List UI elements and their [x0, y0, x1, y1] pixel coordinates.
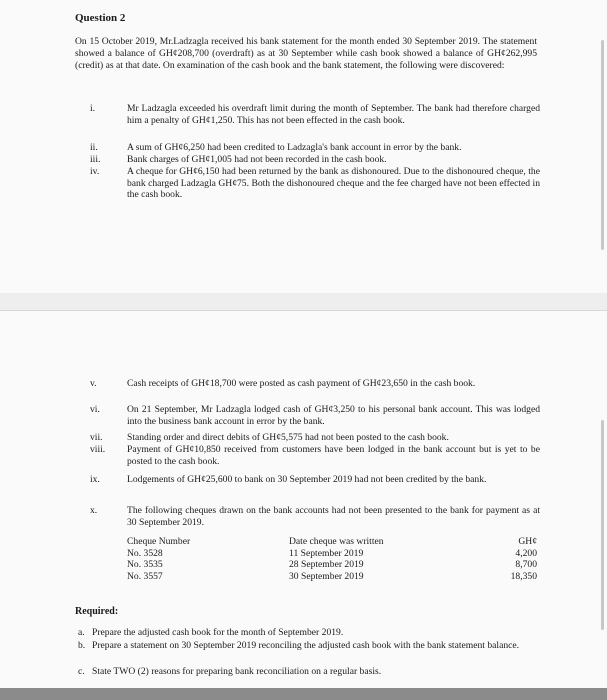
item-number: vi. — [90, 404, 100, 415]
table-cell: 30 September 2019 — [289, 570, 364, 582]
table-cell: 18,350 — [510, 570, 537, 582]
document-page-1 — [0, 0, 607, 294]
item-number: ii. — [90, 142, 98, 153]
table-cell: 8,700 — [515, 559, 537, 570]
item-text: Payment of GH¢10,850 received from customers have been lodged in the bank account but is yet to be posted to the cash book. — [127, 444, 540, 467]
table-row — [127, 559, 537, 571]
table-cell: No. 3535 — [127, 559, 163, 570]
item-text: Cash receipts of GH¢18,700 were posted as cash payment of GH¢23,650 in the cash book. — [127, 378, 476, 389]
item-text: On 21 September, Mr Ladzagla lodged cash of GH¢3,250 to his personal bank account. This was lodged into the business bank account in error by the bank. — [127, 404, 540, 427]
cheque-table — [127, 536, 537, 582]
item-text: Bank charges of GH¢1,005 had not been recorded in the cash book. — [127, 154, 387, 165]
item-text: Prepare a statement on 30 September 2019 reconciling the adjusted cash book with the bank statement balance. — [92, 640, 520, 651]
column-header: GH¢ — [518, 536, 537, 547]
item-letter: c. — [78, 666, 85, 677]
scroll-indicator[interactable] — [601, 40, 604, 250]
table-header-row — [127, 536, 537, 548]
item-number: viii. — [90, 444, 106, 455]
table-cell: 4,200 — [515, 547, 537, 559]
item-number: iv. — [90, 166, 100, 177]
table-row — [127, 571, 537, 583]
column-header: Cheque Number — [127, 536, 191, 547]
item-text: A cheque for GH¢6,150 had been returned by the bank as dishonoured. Due to the dishonoured cheque, the bank charged Ladzagla GH¢75. Both the dishonoured cheque and the fee charged have not been effected in the cash book. — [127, 166, 540, 201]
table-cell: No. 3557 — [127, 570, 163, 582]
item-number: ix. — [90, 474, 100, 485]
item-text: Lodgements of GH¢25,600 to bank on 30 September 2019 had not been credited by the bank. — [127, 474, 487, 485]
item-number: v. — [90, 378, 97, 389]
item-letter: b. — [78, 640, 86, 651]
page-gap — [0, 293, 607, 310]
item-text: Prepare the adjusted cash book for the month of September 2019. — [92, 627, 344, 638]
table-cell: 11 September 2019 — [289, 547, 364, 559]
required-heading: Required: — [75, 606, 119, 617]
item-text: Standing order and direct debits of GH¢5,575 had not been posted to the cash book. — [127, 432, 449, 443]
table-cell: 28 September 2019 — [289, 559, 364, 570]
item-number: i. — [90, 103, 96, 114]
question-title: Question 2 — [75, 12, 126, 24]
item-text: Mr Ladzagla exceeded his overdraft limit during the month of September. The bank had therefore charged him a penalty of GH¢1,250. This has not been effected in the cash book. — [127, 103, 540, 126]
item-text: The following cheques drawn on the bank accounts had not been presented to the bank for payment as at 30 September 2019. — [127, 505, 540, 528]
column-header: Date cheque was written — [289, 536, 384, 547]
table-row — [127, 548, 537, 560]
bottom-toolbar-strip — [0, 688, 607, 700]
item-number: iii. — [90, 154, 101, 165]
item-text: A sum of GH¢6,250 had been credited to Ladzagla's bank account in error by the bank. — [127, 142, 462, 153]
table-cell: No. 3528 — [127, 547, 163, 559]
item-number: x. — [90, 505, 98, 516]
item-text: State TWO (2) reasons for preparing bank reconciliation on a regular basis. — [92, 666, 382, 677]
scroll-indicator[interactable] — [601, 420, 604, 630]
item-letter: a. — [78, 627, 85, 638]
intro-paragraph: On 15 October 2019, Mr.Ladzagla received his bank statement for the month ended 30 September 2019. The statement showed a balance of GH¢208,700 (overdraft) as at 30 September while cash book showed a balance of GH¢262,995 (credit) as at that date. On examination of the cash book and the bank statement, the following were discovered: — [75, 36, 537, 72]
item-number: vii. — [90, 432, 103, 443]
